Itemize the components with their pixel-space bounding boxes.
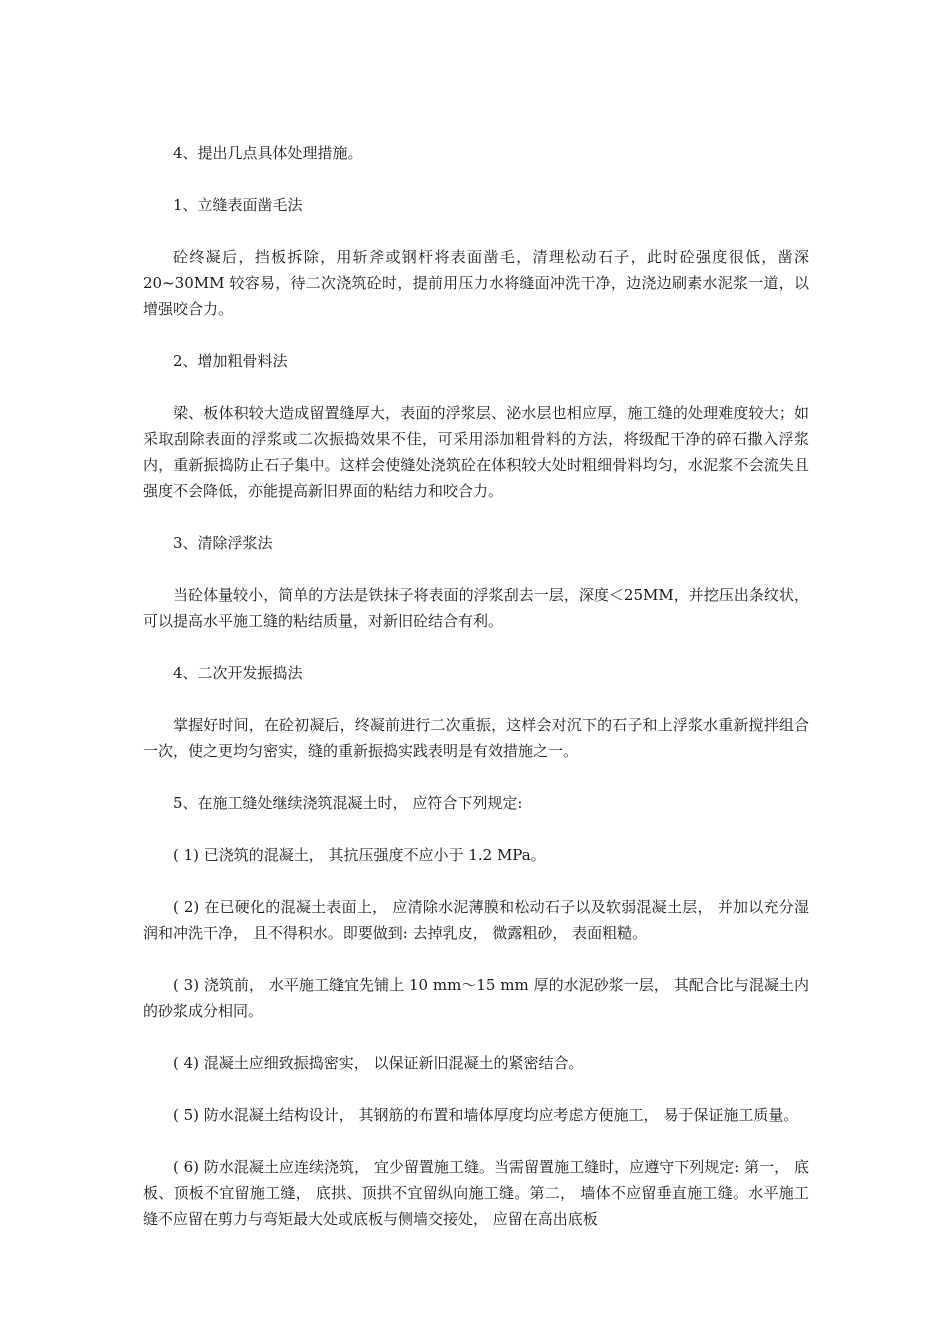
rule-item-3: ( 3) 浇筑前， 水平施工缝宜先铺上 10 mm～15 mm 厚的水泥砂浆一层， 其配合比与混凝土内的砂浆成分相同。 xyxy=(143,976,809,1020)
paragraph-coarse-aggregate-method: 梁、板体积较大造成留置缝厚大，表面的浮浆层、泌水层也相应厚，施工缝的处理难度较大；如采取刮除表面的浮浆或二次振捣效果不佳，可采用添加粗骨料的方法，将级配干净的碎石撒入浮浆内，重新振捣防止石子集中。这样会使缝处浇筑砼在体积较大处时粗细骨料均匀，水泥浆不会流失且强度不会降低，亦能提高新旧界面的粘结力和咬合力。 xyxy=(143,404,809,500)
heading-chiseling-method: 1、立缝表面凿毛法 xyxy=(173,196,303,214)
heading-slurry-removal-method: 3、清除浮浆法 xyxy=(173,534,273,552)
rule-item-2: ( 2) 在已硬化的混凝土表面上， 应清除水泥薄膜和松动石子以及软弱混凝土层， 并加以充分湿润和冲洗干净， 且不得积水。即要做到: 去掉乳皮， 微露粗砂， 表面粗糙。 xyxy=(143,898,809,942)
heading-secondary-vibration-method: 4、二次开发振捣法 xyxy=(173,664,303,682)
heading-continued-pouring-rules: 5、在施工缝处继续浇筑混凝土时， 应符合下列规定: xyxy=(173,794,523,812)
heading-coarse-aggregate-method: 2、增加粗骨料法 xyxy=(173,352,288,370)
rule-item-1: ( 1) 已浇筑的混凝土， 其抗压强度不应小于 1.2 MPa。 xyxy=(173,846,546,864)
document-body xyxy=(143,140,809,1258)
paragraph-slurry-removal-method: 当砼体量较小，简单的方法是铁抹子将表面的浮浆刮去一层，深度＜25MM，并挖压出条纹状，可以提高水平施工缝的粘结质量，对新旧砼结合有利。 xyxy=(143,586,809,630)
rule-item-6: ( 6) 防水混凝土应连续浇筑， 宜少留置施工缝。当需留置施工缝时，应遵守下列规定: 第一， 底板、顶板不宜留施工缝， 底拱、顶拱不宜留纵向施工缝。第二， 墙体不应留垂直施工缝。水平施工缝不应留在剪力与弯矩最大处或底板与侧墙交接处， 应留在高出底板 xyxy=(143,1158,809,1228)
paragraph-secondary-vibration-method: 掌握好时间，在砼初凝后，终凝前进行二次重振，这样会对沉下的石子和上浮浆水重新搅拌组合一次，使之更均匀密实，缝的重新振捣实践表明是有效措施之一。 xyxy=(143,716,809,760)
paragraph-chiseling-method: 砼终凝后，挡板拆除，用斩斧或钢杆将表面凿毛，清理松动石子，此时砼强度很低，凿深 20~30MM 较容易，待二次浇筑砼时，提前用压力水将缝面冲洗干净，边浇边刷素水泥浆一道，以增强咬合力。 xyxy=(143,248,809,318)
heading-treatment-measures: 4、提出几点具体处理措施。 xyxy=(173,144,363,162)
rule-item-5: ( 5) 防水混凝土结构设计， 其钢筋的布置和墙体厚度均应考虑方便施工， 易于保证施工质量。 xyxy=(173,1106,799,1124)
rule-item-4: ( 4) 混凝土应细致振捣密实， 以保证新旧混凝土的紧密结合。 xyxy=(173,1054,584,1072)
